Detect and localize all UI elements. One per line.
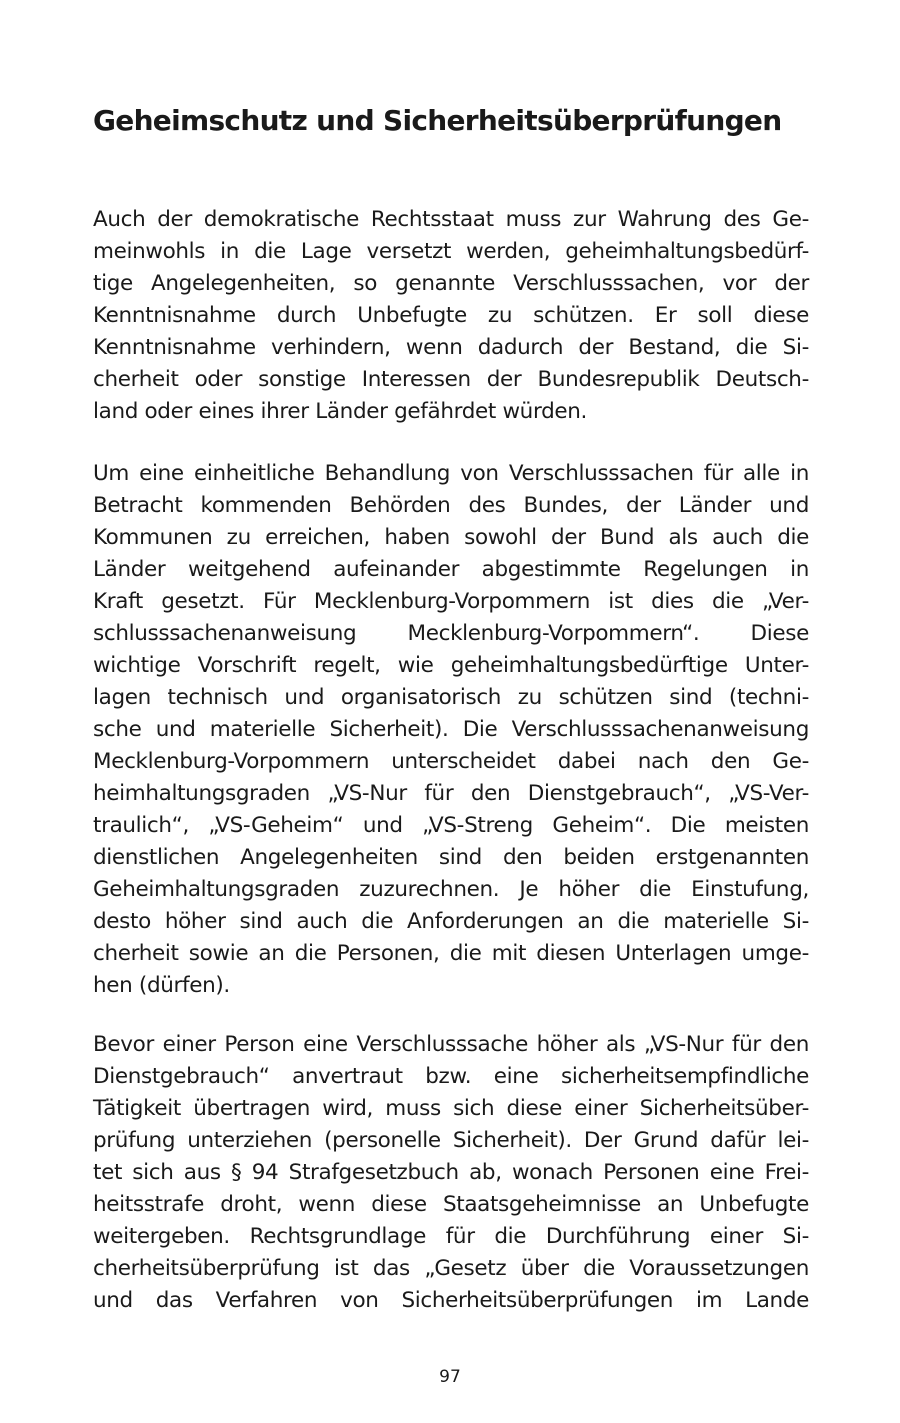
text-line: Kenntnisnahme verhindern, wenn dadurch der Bestand, die Si- (93, 335, 809, 360)
text-line: traulich“, „VS-Geheim“ und „VS-Streng Geheim“. Die meisten (93, 813, 809, 838)
text-line: Um eine einheitliche Behandlung von Verschlusssachen für alle in (93, 461, 809, 486)
text-line: cherheit sowie an die Personen, die mit diesen Unterlagen umge- (93, 941, 809, 966)
text-line: schlusssachenanweisung Mecklenburg-Vorpommern“. Diese (93, 621, 809, 646)
text-line: wichtige Vorschrift regelt, wie geheimhaltungsbedürftige Unter- (93, 653, 809, 678)
text-line: Dienstgebrauch“ anvertraut bzw. eine sicherheitsempfindliche (93, 1064, 809, 1089)
text-line: desto höher sind auch die Anforderungen an die materielle Si- (93, 909, 809, 934)
text-line: Mecklenburg-Vorpommern unterscheidet dabei nach den Ge- (93, 749, 809, 774)
text-line: cherheit oder sonstige Interessen der Bundesrepublik Deutsch- (93, 367, 809, 392)
text-line: weitergeben. Rechtsgrundlage für die Durchführung einer Si- (93, 1224, 809, 1249)
text-line: prüfung unterziehen (personelle Sicherheit). Der Grund dafür lei- (93, 1128, 809, 1153)
text-line: lagen technisch und organisatorisch zu schützen sind (techni- (93, 685, 809, 710)
text-line: Kenntnisnahme durch Unbefugte zu schützen. Er soll diese (93, 303, 809, 328)
paragraph-3 (93, 1029, 809, 1317)
text-line: dienstlichen Angelegenheiten sind den beiden erstgenannten (93, 845, 809, 870)
text-line: tige Angelegenheiten, so genannte Verschlusssachen, vor der (93, 271, 809, 296)
text-line: und das Verfahren von Sicherheitsüberprüfungen im Lande (93, 1288, 809, 1313)
text-line: heimhaltungsgraden „VS-Nur für den Dienstgebrauch“, „VS-Ver- (93, 781, 809, 806)
page-number: 97 (439, 1367, 461, 1387)
text-line: hen (dürfen). (93, 973, 230, 998)
text-line: meinwohls in die Lage versetzt werden, geheimhaltungsbedürf- (93, 239, 809, 264)
text-line: cherheitsüberprüfung ist das „Gesetz über die Voraussetzungen (93, 1256, 809, 1281)
text-line: tet sich aus § 94 Strafgesetzbuch ab, wonach Personen eine Frei- (93, 1160, 809, 1185)
paragraph-2 (93, 458, 809, 1002)
text-line: Geheimhaltungsgraden zuzurechnen. Je höher die Einstufung, (93, 877, 809, 902)
text-line: sche und materielle Sicherheit). Die Verschlusssachenanweisung (93, 717, 809, 742)
text-line: Betracht kommenden Behörden des Bundes, der Länder und (93, 493, 809, 518)
text-line: Länder weitgehend aufeinander abgestimmte Regelungen in (93, 557, 809, 582)
text-line: land oder eines ihrer Länder gefährdet würden. (93, 399, 588, 424)
text-line: Auch der demokratische Rechtsstaat muss zur Wahrung des Ge- (93, 207, 809, 232)
page-title: Geheimschutz und Sicherheitsüberprüfungen (93, 104, 782, 137)
text-line: Kommunen zu erreichen, haben sowohl der Bund als auch die (93, 525, 809, 550)
text-line: Bevor einer Person eine Verschlusssache höher als „VS-Nur für den (93, 1032, 809, 1057)
text-line: Kraft gesetzt. Für Mecklenburg-Vorpommern ist dies die „Ver- (93, 589, 809, 614)
text-line: heitsstrafe droht, wenn diese Staatsgeheimnisse an Unbefugte (93, 1192, 809, 1217)
text-line: Tätigkeit übertragen wird, muss sich diese einer Sicherheitsüber- (93, 1096, 809, 1121)
paragraph-1 (93, 204, 809, 428)
